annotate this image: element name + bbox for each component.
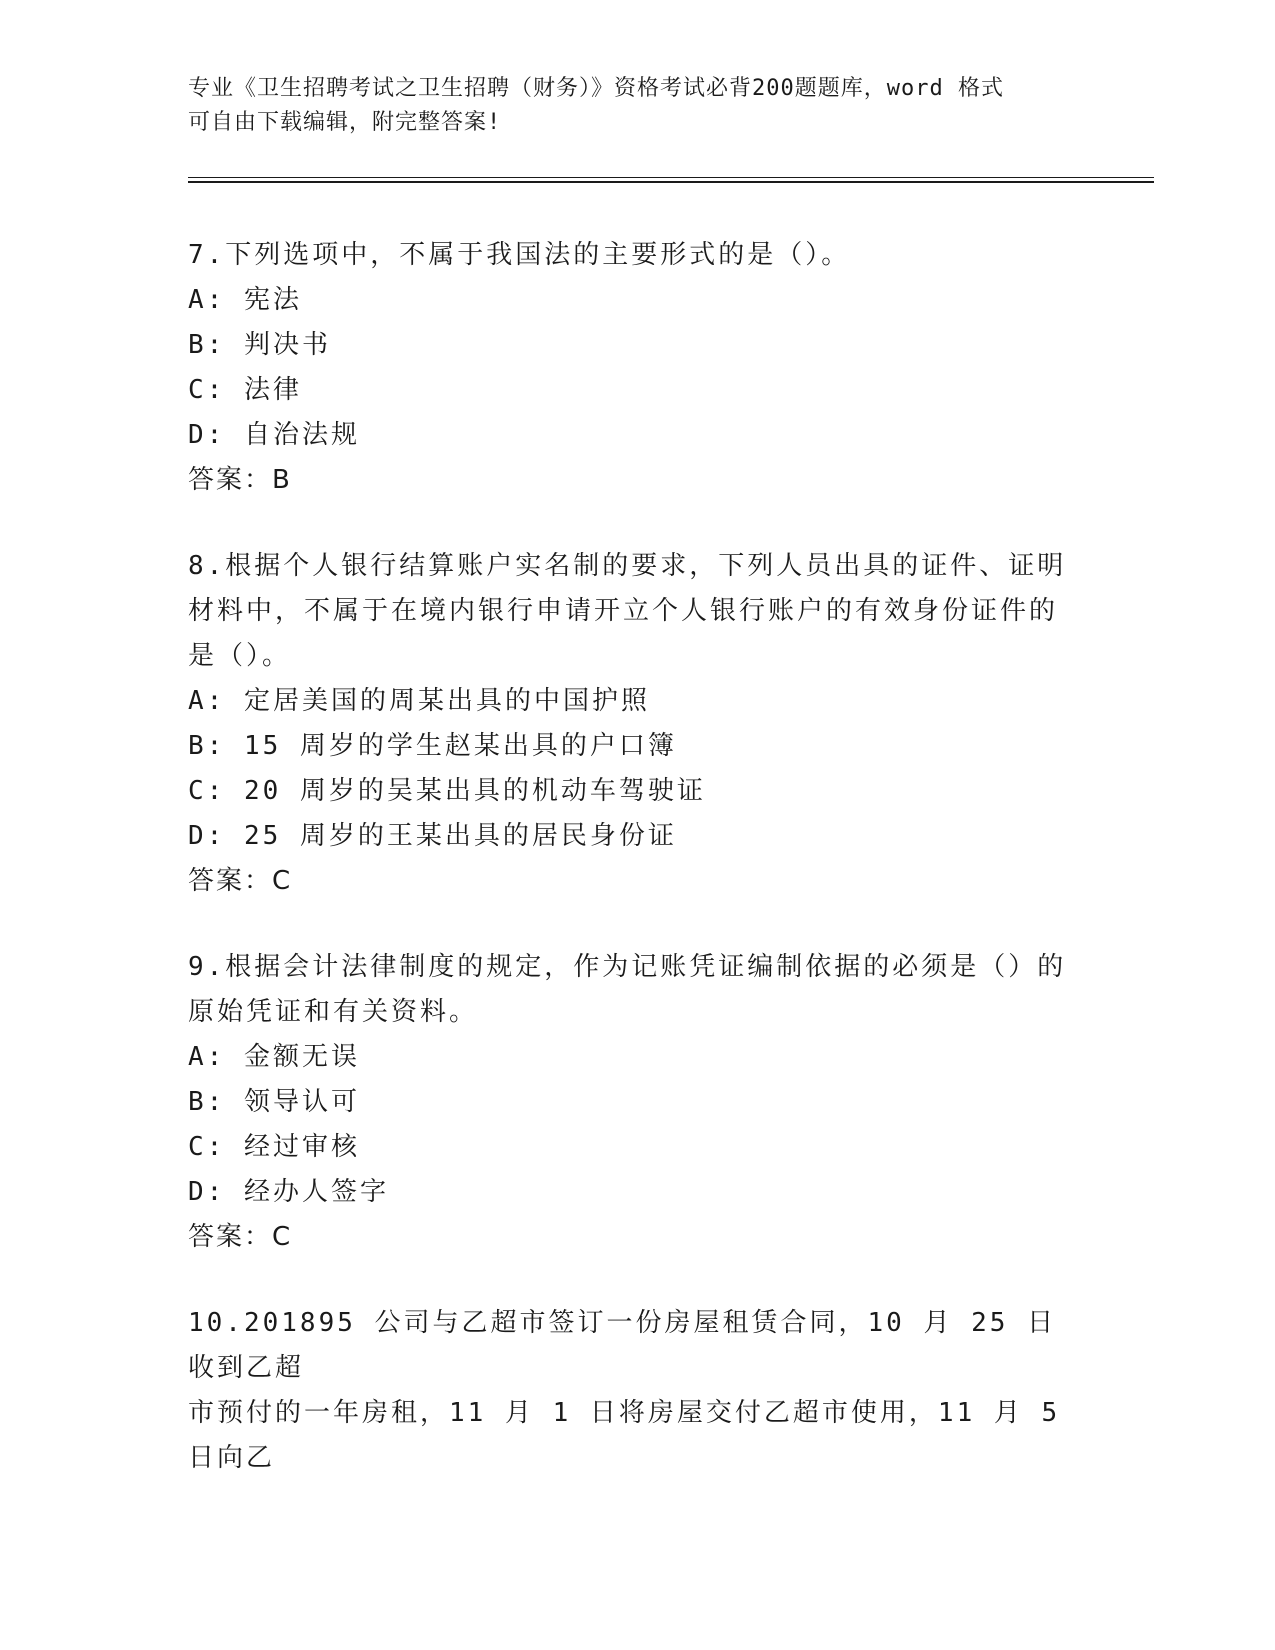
question-9 xyxy=(188,945,1078,1260)
question-stem-line-3: 是（）。 xyxy=(188,641,292,671)
question-stem-line-1: 9.根据会计法律制度的规定，作为记账凭证编制依据的必须是（）的 xyxy=(188,952,1067,982)
option-c: C: 经过审核 xyxy=(188,1132,360,1162)
option-d: D: 25 周岁的王某出具的居民身份证 xyxy=(188,821,677,851)
document-header xyxy=(188,72,1078,140)
question-8 xyxy=(188,544,1078,904)
question-list xyxy=(188,233,1078,1522)
option-c: C: 20 周岁的吴某出具的机动车驾驶证 xyxy=(188,776,706,806)
answer: 答案：B xyxy=(188,465,292,495)
question-10 xyxy=(188,1301,1078,1481)
option-list xyxy=(188,1035,1078,1215)
option-c: C: 法律 xyxy=(188,375,302,405)
header-line-2: 可自由下载编辑，附完整答案! xyxy=(188,110,502,135)
question-stem-line-1: 8.根据个人银行结算账户实名制的要求，下列人员出具的证件、证明 xyxy=(188,551,1067,581)
question-stem-line-2: 原始凭证和有关资料。 xyxy=(188,997,479,1027)
option-list xyxy=(188,679,1078,859)
header-divider-thin xyxy=(188,177,1154,178)
question-stem-line-2: 材料中，不属于在境内银行申请开立个人银行账户的有效身份证件的 xyxy=(188,596,1059,626)
option-list xyxy=(188,278,1078,458)
answer: 答案：C xyxy=(188,866,293,896)
option-b: B: 15 周岁的学生赵某出具的户口簿 xyxy=(188,731,677,761)
question-stem-line-2: 市预付的一年房租，11 月 1 日将房屋交付乙超市使用，11 月 5 日向乙 xyxy=(188,1398,1061,1473)
header-line-1: 专业《卫生招聘考试之卫生招聘（财务）》资格考试必背200题题库，word 格式 xyxy=(188,76,1004,101)
question-stem-line-1: 10.201895 公司与乙超市签订一份房屋租赁合同，10 月 25 日收到乙超 xyxy=(188,1308,1057,1383)
answer: 答案：C xyxy=(188,1222,293,1252)
option-a: A: 定居美国的周某出具的中国护照 xyxy=(188,686,650,716)
question-7 xyxy=(188,233,1078,503)
option-d: D: 经办人签字 xyxy=(188,1177,389,1207)
question-stem: 7.下列选项中，不属于我国法的主要形式的是（）。 xyxy=(188,240,851,270)
option-b: B: 领导认可 xyxy=(188,1087,360,1117)
header-divider-thick xyxy=(188,181,1154,183)
option-d: D: 自治法规 xyxy=(188,420,360,450)
option-a: A: 宪法 xyxy=(188,285,302,315)
option-a: A: 金额无误 xyxy=(188,1042,360,1072)
option-b: B: 判决书 xyxy=(188,330,331,360)
